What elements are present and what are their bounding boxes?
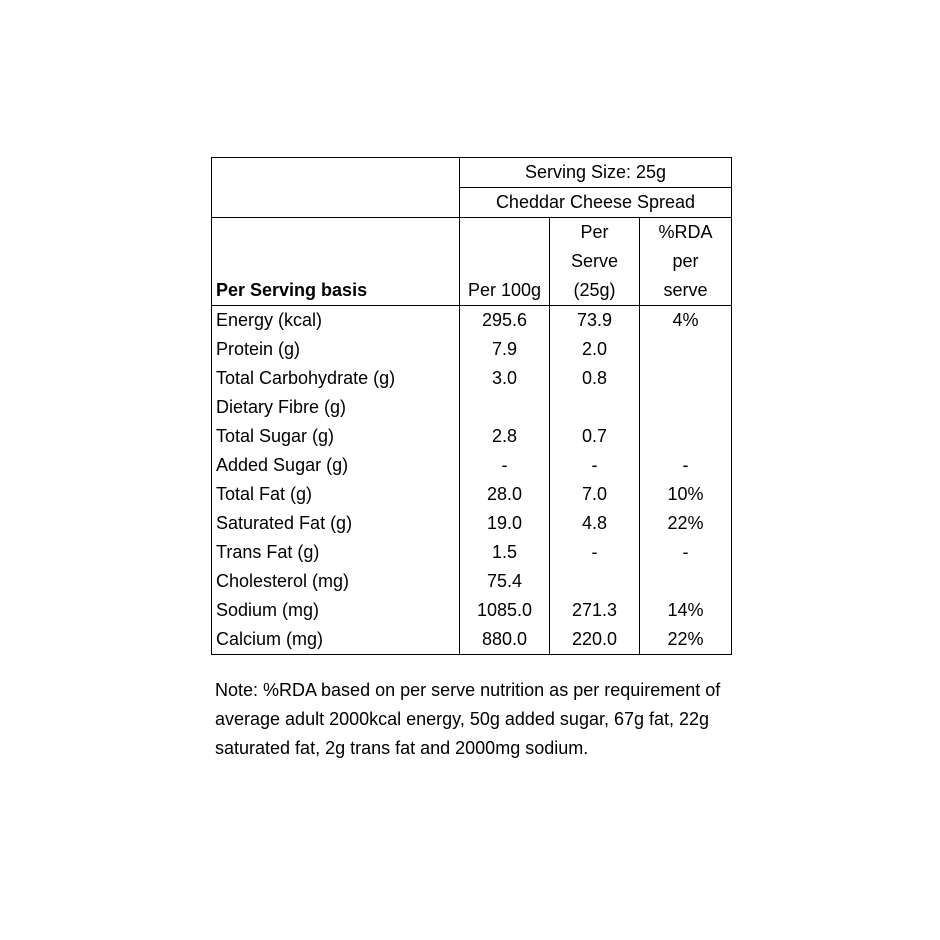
- serving-size-row: [212, 158, 732, 188]
- rda-value: -: [640, 451, 732, 480]
- table-row: [212, 451, 732, 480]
- table-row: [212, 335, 732, 364]
- rda-value: [640, 567, 732, 596]
- table-row: [212, 393, 732, 422]
- per-serve-line: (25g): [573, 280, 616, 300]
- table-row: [212, 538, 732, 567]
- rda-value: 22%: [640, 625, 732, 655]
- per-100g-value: 75.4: [460, 567, 550, 596]
- nutrient-label: Total Carbohydrate (g): [212, 364, 460, 393]
- header-blank-cell: [212, 188, 460, 218]
- rda-value: [640, 364, 732, 393]
- rda-value: [640, 422, 732, 451]
- per-serve-value: 220.0: [550, 625, 640, 655]
- table-row: [212, 509, 732, 538]
- per-serve-value: 2.0: [550, 335, 640, 364]
- rda-line: per: [672, 251, 699, 271]
- product-name: Cheddar Cheese Spread: [460, 188, 732, 218]
- per-serve-line: Per: [580, 222, 609, 242]
- per-100g-value: 7.9: [460, 335, 550, 364]
- product-name-row: [212, 188, 732, 218]
- table-row: [212, 306, 732, 336]
- per-100g-value: [460, 393, 550, 422]
- nutrient-label: Sodium (mg): [212, 596, 460, 625]
- per-serve-value: 0.8: [550, 364, 640, 393]
- per-100g-value: 28.0: [460, 480, 550, 509]
- column-header-per-serve: [550, 218, 640, 306]
- nutrient-label: Dietary Fibre (g): [212, 393, 460, 422]
- rda-line: serve: [663, 280, 708, 300]
- per-100g-value: 295.6: [460, 306, 550, 336]
- basis-label: Per Serving basis: [212, 218, 460, 306]
- per-serve-value: 4.8: [550, 509, 640, 538]
- nutrient-label: Trans Fat (g): [212, 538, 460, 567]
- per-serve-value: 271.3: [550, 596, 640, 625]
- column-header-per-100g: Per 100g: [460, 218, 550, 306]
- rda-value: [640, 335, 732, 364]
- nutrient-label: Calcium (mg): [212, 625, 460, 655]
- nutrition-facts-table: [211, 157, 732, 655]
- rda-value: [640, 393, 732, 422]
- per-serve-value: -: [550, 538, 640, 567]
- column-header-row: [212, 218, 732, 306]
- per-100g-value: 1085.0: [460, 596, 550, 625]
- rda-value: -: [640, 538, 732, 567]
- per-100g-value: 880.0: [460, 625, 550, 655]
- column-header-rda: [640, 218, 732, 306]
- per-serve-value: 0.7: [550, 422, 640, 451]
- nutrient-label: Saturated Fat (g): [212, 509, 460, 538]
- per-serve-value: 7.0: [550, 480, 640, 509]
- per-100g-value: 2.8: [460, 422, 550, 451]
- per-serve-value: [550, 567, 640, 596]
- nutrient-label: Total Fat (g): [212, 480, 460, 509]
- table-row: [212, 625, 732, 655]
- rda-footnote: Note: %RDA based on per serve nutrition as per requirement of average adult 2000kcal energy, 50g added sugar, 67g fat, 22g saturated fat, 2g trans fat and 2000mg sodium.: [215, 680, 721, 758]
- table-row: [212, 480, 732, 509]
- per-serve-line: Serve: [570, 251, 619, 271]
- table-row: [212, 364, 732, 393]
- nutrient-label: Energy (kcal): [212, 306, 460, 336]
- rda-value: 4%: [640, 306, 732, 336]
- per-100g-value: 19.0: [460, 509, 550, 538]
- rda-value: 14%: [640, 596, 732, 625]
- rda-value: 22%: [640, 509, 732, 538]
- rda-value: 10%: [640, 480, 732, 509]
- header-blank-cell: [212, 158, 460, 188]
- per-serve-value: -: [550, 451, 640, 480]
- nutrient-label: Total Sugar (g): [212, 422, 460, 451]
- rda-line: %RDA: [658, 222, 713, 242]
- per-100g-value: 1.5: [460, 538, 550, 567]
- table-row: [212, 422, 732, 451]
- per-100g-value: 3.0: [460, 364, 550, 393]
- nutrient-label: Protein (g): [212, 335, 460, 364]
- serving-size: Serving Size: 25g: [460, 158, 732, 188]
- per-100g-value: -: [460, 451, 550, 480]
- nutrient-label: Added Sugar (g): [212, 451, 460, 480]
- nutrient-label: Cholesterol (mg): [212, 567, 460, 596]
- table-row: [212, 567, 732, 596]
- per-serve-value: [550, 393, 640, 422]
- per-serve-value: 73.9: [550, 306, 640, 336]
- table-row: [212, 596, 732, 625]
